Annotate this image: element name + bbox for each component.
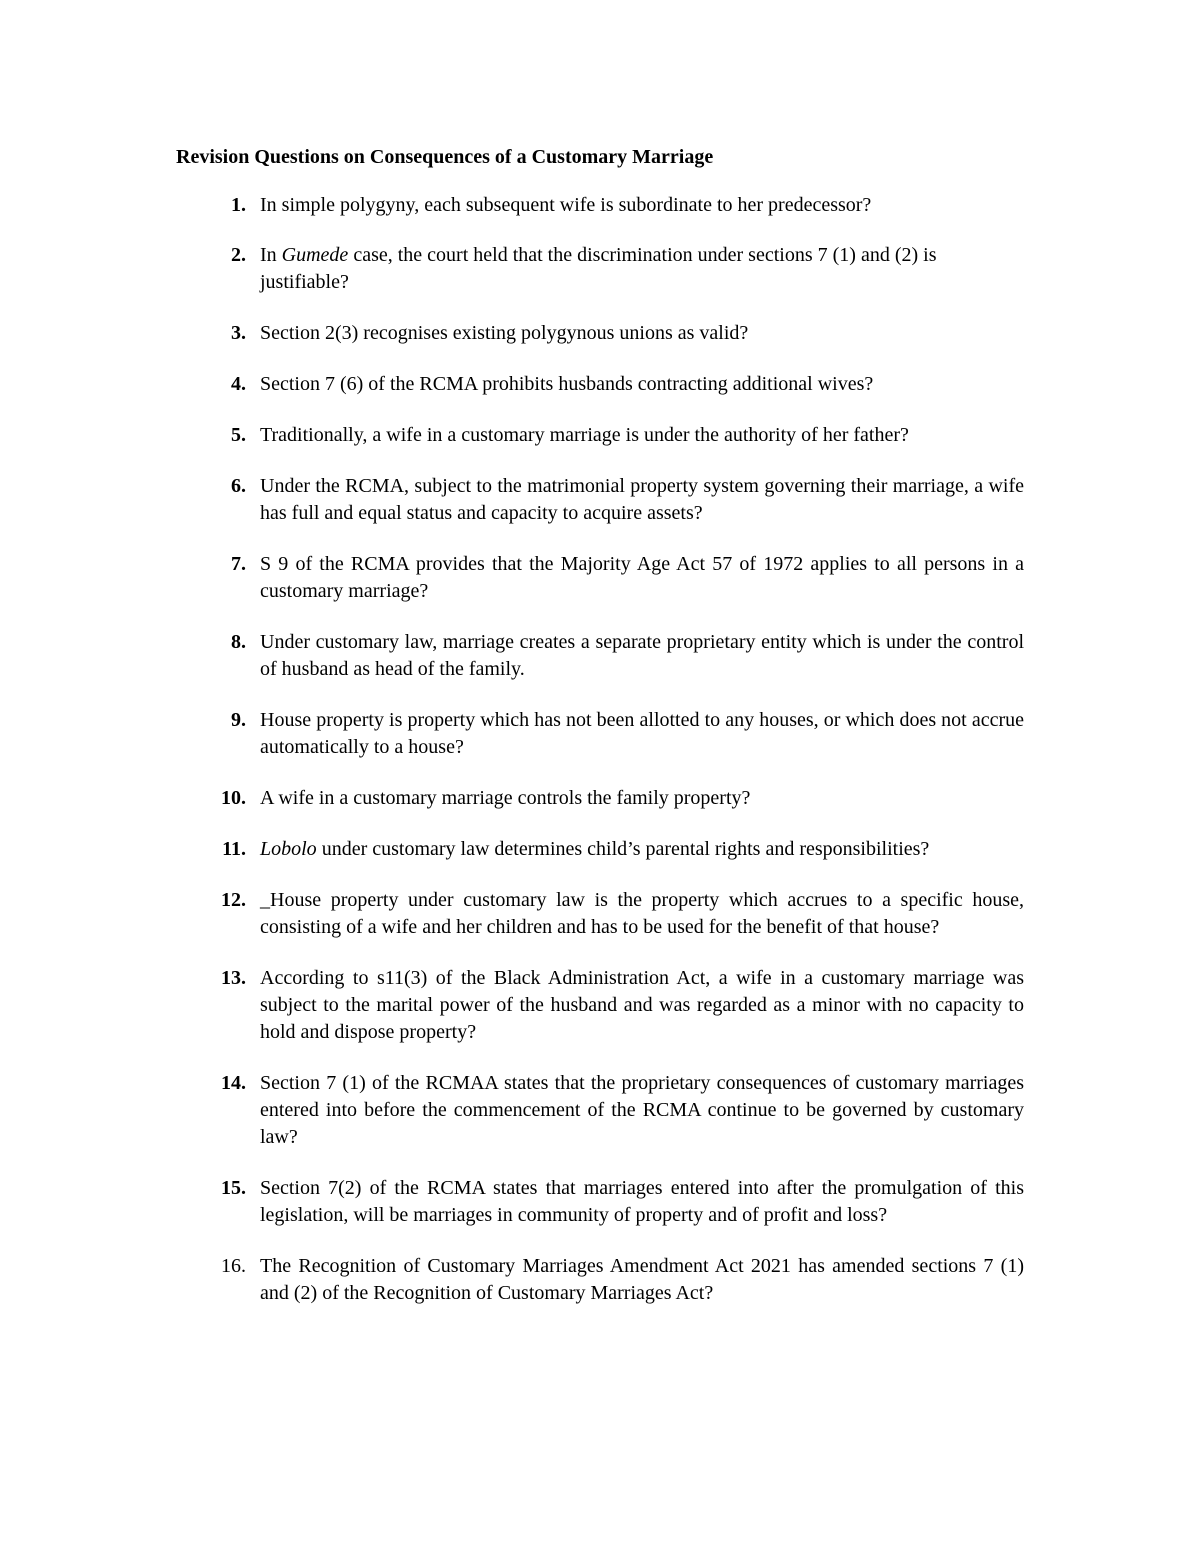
question-text-part: under customary law determines child’s parental rights and responsibilities? bbox=[316, 838, 930, 860]
question-text: S 9 of the RCMA provides that the Majority Age Act 57 of 1972 applies to all persons in a customary marriage? bbox=[260, 553, 1024, 602]
question-text: Traditionally, a wife in a customary marriage is under the authority of her father? bbox=[260, 424, 909, 446]
document-title: Revision Questions on Consequences of a Customary Marriage bbox=[176, 146, 714, 168]
question-text: Section 7 (1) of the RCMAA states that the proprietary consequences of customary marriages entered into before the commencement of the RCMA continue to be governed by customary law? bbox=[260, 1072, 1024, 1148]
list-item bbox=[176, 1175, 1024, 1229]
list-item bbox=[176, 473, 1024, 527]
question-text: Section 2(3) recognises existing polygynous unions as valid? bbox=[260, 322, 749, 344]
question-number: 10. bbox=[221, 787, 246, 809]
list-item bbox=[176, 242, 1024, 296]
question-text: Under the RCMA, subject to the matrimonial property system governing their marriage, a wife has full and equal status and capacity to acquire assets? bbox=[260, 475, 1024, 524]
list-item bbox=[176, 629, 1024, 683]
question-number: 14. bbox=[221, 1072, 246, 1094]
list-item bbox=[176, 836, 1024, 863]
question-number: 12. bbox=[221, 889, 246, 911]
list-item bbox=[176, 551, 1024, 605]
question-text: Section 7 (6) of the RCMA prohibits husbands contracting additional wives? bbox=[260, 373, 874, 395]
question-text: _House property under customary law is the property which accrues to a specific house, consisting of a wife and her children and has to be used for the benefit of that house? bbox=[260, 889, 1024, 938]
case-name: Gumede bbox=[281, 244, 349, 266]
question-number: 7. bbox=[231, 553, 246, 575]
question-number: 15. bbox=[221, 1177, 246, 1199]
question-text: A wife in a customary marriage controls the family property? bbox=[260, 787, 751, 809]
question-text: The Recognition of Customary Marriages Amendment Act 2021 has amended sections 7 (1) and (2) of the Recognition of Customary Marriages Act? bbox=[260, 1255, 1024, 1304]
question-number: 11. bbox=[222, 838, 246, 860]
question-number: 8. bbox=[231, 631, 246, 653]
question-text-part: In bbox=[260, 244, 282, 266]
list-item bbox=[176, 1070, 1024, 1151]
question-number: 16. bbox=[221, 1255, 246, 1277]
question-number: 5. bbox=[231, 424, 246, 446]
list-item bbox=[176, 785, 1024, 812]
question-text: According to s11(3) of the Black Administration Act, a wife in a customary marriage was subject to the marital power of the husband and was regarded as a minor with no capacity to hold and dispose property? bbox=[260, 967, 1024, 1043]
list-item bbox=[176, 371, 1024, 398]
question-number: 13. bbox=[221, 967, 246, 989]
question-text: Section 7(2) of the RCMA states that marriages entered into after the promulgation of this legislation, will be marriages in community of property and of profit and loss? bbox=[260, 1177, 1024, 1226]
list-item bbox=[176, 965, 1024, 1046]
question-text bbox=[246, 836, 1024, 863]
question-text-part: case, the court held that the discrimination under sections 7 (1) and (2) is justifiable? bbox=[260, 244, 937, 293]
list-item bbox=[176, 887, 1024, 941]
term-lobolo: Lobolo bbox=[260, 838, 317, 860]
question-number: 1. bbox=[231, 194, 246, 216]
question-number: 6. bbox=[231, 475, 246, 497]
list-item bbox=[176, 192, 1024, 219]
question-list bbox=[176, 192, 1024, 1331]
list-item bbox=[176, 320, 1024, 347]
question-text: House property is property which has not been allotted to any houses, or which does not accrue automatically to a house? bbox=[260, 709, 1024, 758]
question-number: 3. bbox=[231, 322, 246, 344]
list-item bbox=[176, 422, 1024, 449]
question-number: 2. bbox=[231, 244, 246, 266]
question-number: 9. bbox=[231, 709, 246, 731]
question-text: In simple polygyny, each subsequent wife is subordinate to her predecessor? bbox=[260, 194, 872, 216]
question-number: 4. bbox=[231, 373, 246, 395]
question-text: Under customary law, marriage creates a separate proprietary entity which is under the control of husband as head of the family. bbox=[260, 631, 1024, 680]
list-item bbox=[176, 707, 1024, 761]
question-text bbox=[246, 242, 1024, 296]
list-item bbox=[176, 1253, 1024, 1307]
